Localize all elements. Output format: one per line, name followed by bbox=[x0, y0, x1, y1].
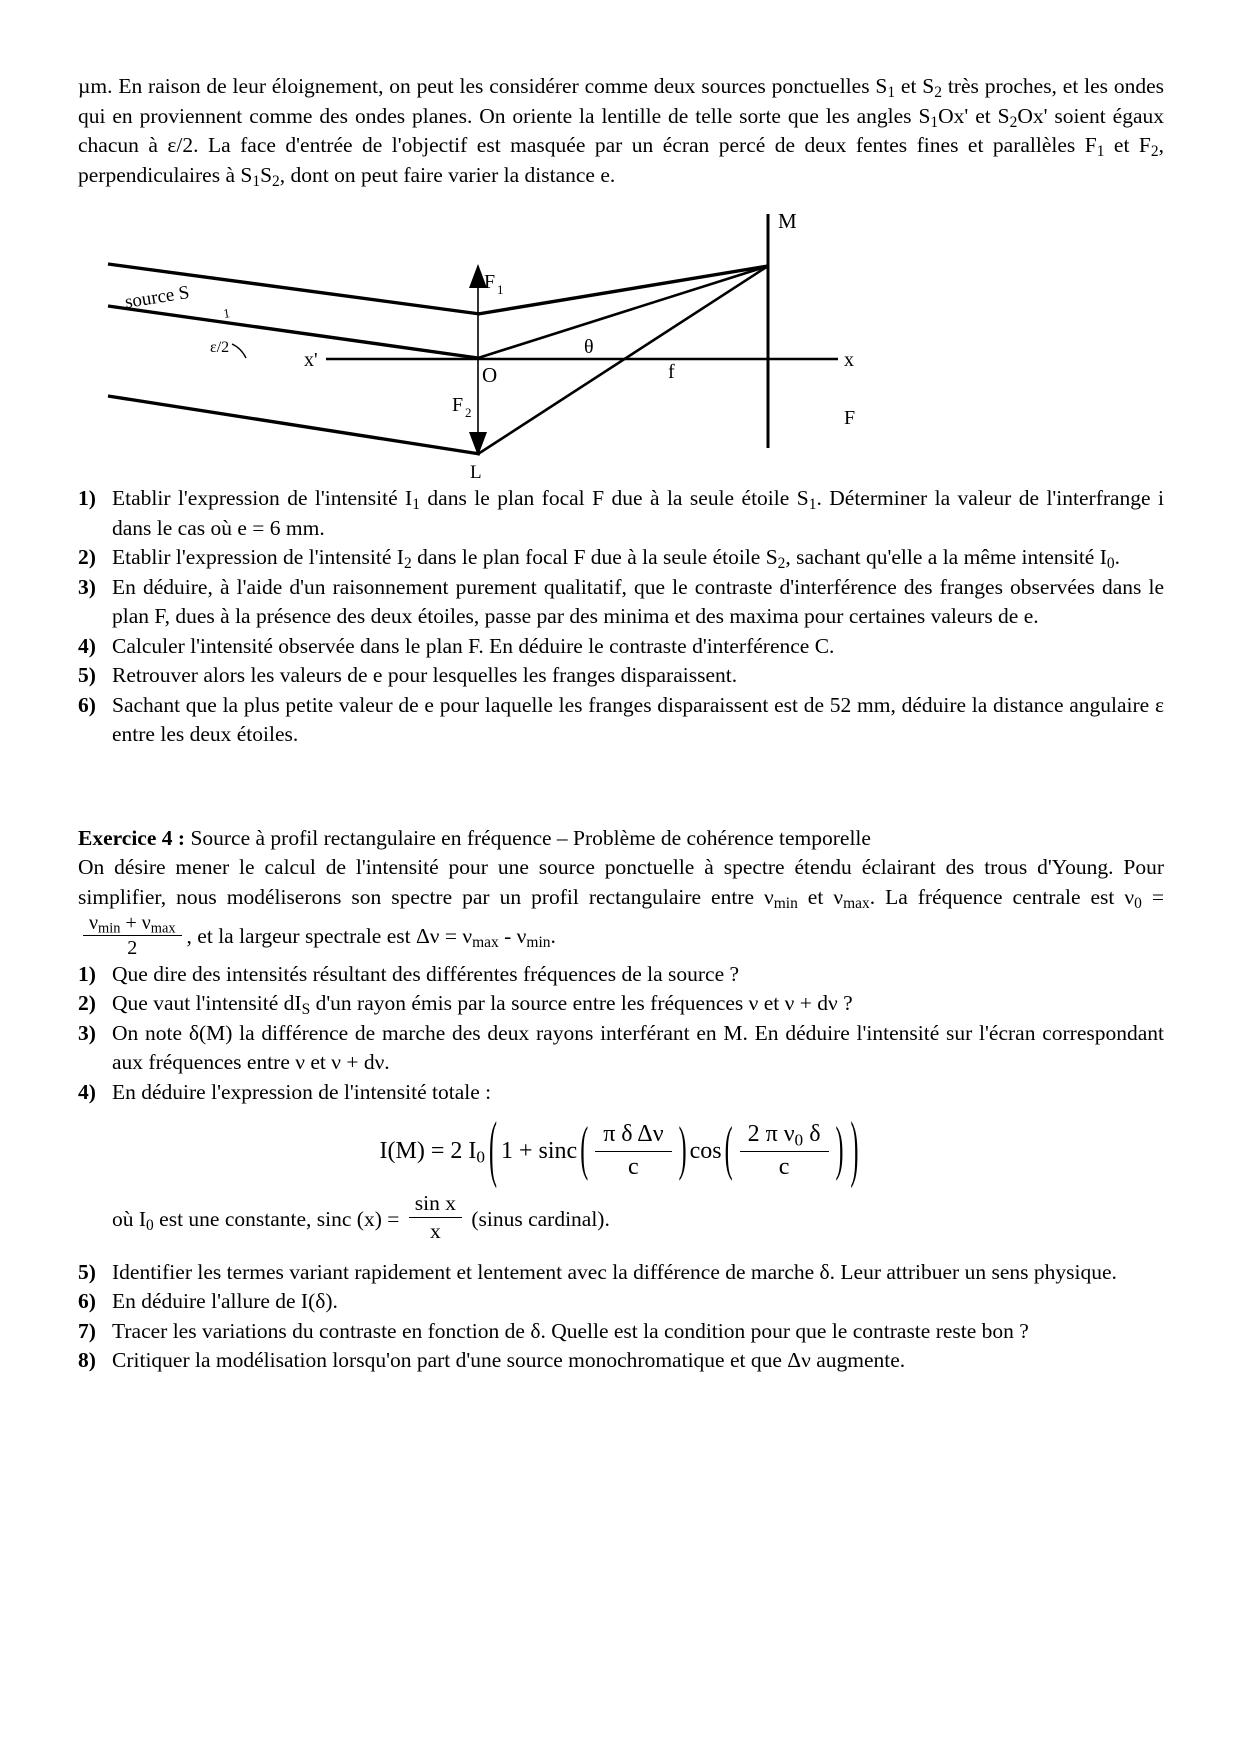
sinc-note-pre: où $I_0$ est une constante, sinc (x) = bbox=[112, 1207, 405, 1235]
figure-label-source: source S bbox=[123, 282, 191, 313]
formula-expression bbox=[379, 1110, 863, 1192]
question-number: 1) bbox=[78, 486, 96, 510]
question-text: Sachant que la plus petite valeur de e pour laquelle les franges disparaissent est de 52 mm, déduire la distance angulaire ε entre les deux étoiles. bbox=[112, 692, 1164, 746]
cos-close-paren: ) bbox=[835, 1118, 844, 1184]
question-number: 1) bbox=[78, 961, 96, 986]
sinc-close-paren: ) bbox=[678, 1118, 687, 1184]
question-number: 6) bbox=[78, 1289, 96, 1314]
cos-open-paren: ( bbox=[724, 1118, 733, 1184]
formula-close-paren: ) bbox=[850, 1110, 859, 1192]
question-item bbox=[78, 1258, 1164, 1288]
question-number: 2) bbox=[78, 545, 96, 569]
question-text: Etablir l'expression de l'intensité $I_1$ dans le plan focal F due à la seule étoile $S_1$. Déterminer la valeur de l'interfrange i dans le cas où e = 6 mm. bbox=[112, 486, 1165, 540]
question-number: 7) bbox=[78, 1318, 96, 1343]
question-item bbox=[78, 1019, 1164, 1078]
figure-label-F2: F bbox=[452, 394, 464, 416]
sinc-definition-fraction bbox=[409, 1191, 462, 1243]
sinc-definition-note bbox=[78, 1191, 1164, 1243]
cos-numerator: 2 π $\nu_0$ δ bbox=[740, 1121, 829, 1152]
question-number: 3) bbox=[78, 1020, 96, 1045]
question-item bbox=[78, 573, 1164, 632]
question-text: Retrouver alors les valeurs de e pour lesquelles les franges disparaissent. bbox=[112, 663, 738, 687]
figure-label-L: L bbox=[470, 462, 482, 483]
question-text: On note δ(M) la différence de marche des deux rayons interférant en M. En déduire l'intensité sur l'écran correspondant aux fréquences entre ν et ν + dν. bbox=[112, 1020, 1164, 1075]
question-text: En déduire l'allure de I(δ). bbox=[112, 1289, 338, 1314]
sinc-denominator: c bbox=[628, 1153, 639, 1180]
question-text: En déduire, à l'aide d'un raisonnement purement qualitatif, que le contraste d'interférence des franges observées dans le plan F, dues à la présence des deux étoiles, passe par des minima et des maxima pour certaines valeurs de e. bbox=[112, 574, 1164, 628]
question-text: Tracer les variations du contraste en fonction de δ. Quelle est la condition pour que le contraste reste bon ? bbox=[112, 1318, 1029, 1343]
exercise4-heading-title: Source à profil rectangulaire en fréquence – Problème de cohérence temporelle bbox=[185, 825, 871, 850]
figure-label-epsilon-half: ε/2 bbox=[210, 339, 230, 356]
question-number: 2) bbox=[78, 991, 96, 1016]
figure-label-focal: f bbox=[668, 361, 675, 383]
page-content bbox=[78, 72, 1164, 1376]
exercise4-heading-label: Exercice 4 : bbox=[78, 825, 186, 850]
intensity-formula bbox=[78, 1110, 1164, 1192]
central-frequency-fraction bbox=[83, 912, 182, 960]
question-number: 4) bbox=[78, 633, 96, 658]
exercise4-question-list bbox=[78, 960, 1164, 1108]
question-text: Critiquer la modélisation lorsqu'on part d'une source monochromatique et que Δν augmente. bbox=[112, 1348, 906, 1373]
figure-label-x: x bbox=[844, 349, 854, 371]
question-number: 5) bbox=[78, 1259, 96, 1284]
intro-paragraph bbox=[78, 72, 1164, 190]
question-text: Calculer l'intensité observée dans le plan F. En déduire le contraste d'interférence C. bbox=[112, 633, 835, 658]
question-item bbox=[78, 989, 1164, 1019]
sinc-def-numerator: sin x bbox=[409, 1191, 462, 1218]
figure-label-F1: F bbox=[484, 271, 496, 293]
question-text: Identifier les termes variant rapidement et lentement avec la différence de marche δ. Leur attribuer un sens physique. bbox=[112, 1259, 1117, 1284]
formula-lhs: I(M) = 2 $I_0$ bbox=[379, 1138, 485, 1167]
question-text: Etablir l'expression de l'intensité $I_2$ dans le plan focal F due à la seule étoile $S_2$, sachant qu'elle a la même intensité $I_0$. bbox=[112, 545, 1120, 572]
question-text: Que dire des intensités résultant des différentes fréquences de la source ? bbox=[112, 961, 740, 986]
figure-label-M: M bbox=[778, 209, 797, 233]
question-number: 8) bbox=[78, 1348, 96, 1373]
sinc-note-post: (sinus cardinal). bbox=[465, 1207, 610, 1232]
exercise4-intro-text: On désire mener le calcul de l'intensité pour une source ponctuelle à spectre étendu éclairant des trous d'Young. Pour simplifier, nous modéliserons son spectre par un profil rectangulaire entre $\nu_{min}$ et $\nu_{max}$. La fréquence centrale est $\nu_0$ = bbox=[78, 855, 1164, 912]
figure-label-O: O bbox=[482, 363, 498, 387]
cos-denominator: c bbox=[778, 1153, 790, 1180]
figure-label-theta: θ bbox=[584, 336, 594, 358]
figure-label-F-plane: F bbox=[844, 407, 856, 429]
exercise4-intro-paragraph bbox=[78, 853, 1164, 960]
formula-one-plus-sinc: 1 + sinc bbox=[500, 1138, 578, 1165]
figure-label-F2-sub: 2 bbox=[465, 405, 472, 420]
question-item bbox=[78, 484, 1164, 543]
formula-open-paren: ( bbox=[488, 1110, 497, 1192]
question-item bbox=[78, 543, 1164, 573]
question-number: 5) bbox=[78, 663, 96, 687]
sinc-numerator: π δ Δν bbox=[595, 1121, 671, 1152]
fraction-denominator: 2 bbox=[127, 937, 138, 960]
question-item bbox=[78, 1287, 1164, 1317]
question-item bbox=[78, 1078, 1164, 1108]
exercise4-intro-text-cont: , et la largeur spectrale est $\Delta\nu = \nu_{max} - \nu_{min}$. bbox=[186, 923, 556, 951]
sinc-open-paren: ( bbox=[580, 1118, 589, 1184]
question-text: En déduire l'expression de l'intensité totale : bbox=[112, 1079, 492, 1104]
question-item bbox=[78, 960, 1164, 990]
question-number: 4) bbox=[78, 1079, 96, 1104]
sinc-argument-fraction bbox=[595, 1121, 671, 1181]
figure-angle-arc bbox=[232, 344, 246, 358]
figure-label-F1-sub: 1 bbox=[497, 282, 504, 297]
optics-ray-diagram bbox=[78, 206, 1164, 484]
question-item bbox=[78, 632, 1164, 662]
fraction-numerator: $\nu_{min} + \nu_{max}$ bbox=[83, 912, 182, 936]
question-item bbox=[78, 1317, 1164, 1347]
sinc-def-denominator: x bbox=[429, 1219, 441, 1244]
figure-label-x-prime: x' bbox=[304, 349, 318, 371]
question-number: 6) bbox=[78, 692, 96, 717]
question-text: Que vaut l'intensité $dI_S$ d'un rayon émis par la source entre les fréquences ν et ν + dν ? bbox=[112, 991, 853, 1019]
figure-label-source-sub: 1 bbox=[222, 305, 231, 321]
question-number: 3) bbox=[78, 574, 96, 599]
cos-argument-fraction bbox=[740, 1121, 829, 1181]
exercise4-question-list-cont bbox=[78, 1258, 1164, 1376]
formula-cos: cos bbox=[689, 1138, 722, 1165]
question-item bbox=[78, 1346, 1164, 1376]
exercise3-question-list bbox=[78, 484, 1164, 750]
exercise4-heading bbox=[78, 824, 1164, 854]
question-item bbox=[78, 691, 1164, 750]
question-item bbox=[78, 661, 1164, 691]
intro-text-segment: µm. En raison de leur éloignement, on peut les considérer comme deux sources ponctuelles $S_1$ et $S_2$ très proches, et les ondes qui en proviennent comme des ondes planes. On oriente la lentille de telle sorte que les angles $S_1Ox'$ et $S_2Ox'$ soient égaux chacun à ε/2. La face d'entrée de l'objectif est masquée par un écran percé de deux fentes fines et parallèles $F_1$ et $F_2$, perpendiculaires à $S_1S_2$, dont on peut faire varier la distance e. bbox=[78, 74, 1165, 190]
